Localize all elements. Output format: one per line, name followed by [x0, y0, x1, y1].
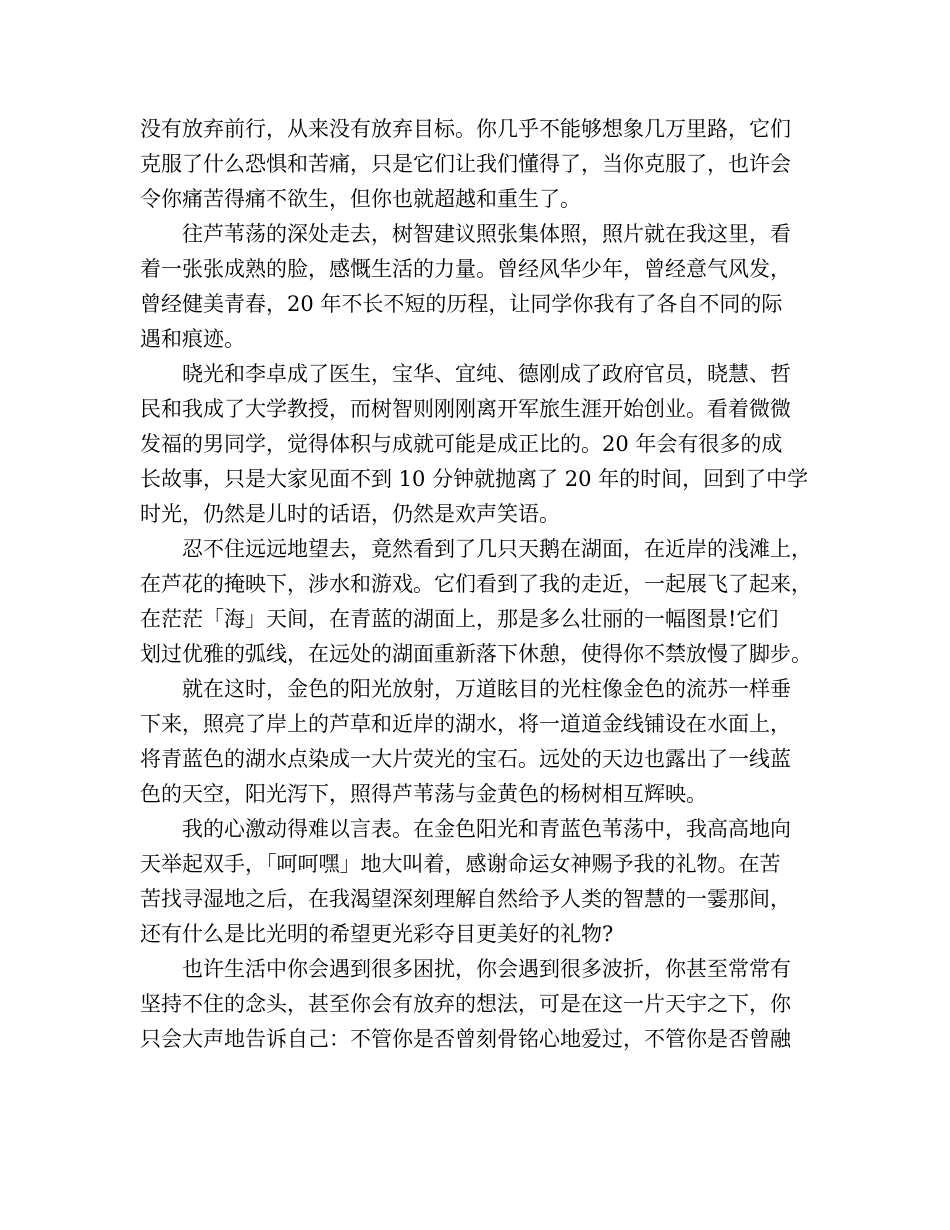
text-line: 令你痛苦得痛不欲生，但你也就超越和重生了。: [140, 187, 581, 211]
text-line: 民和我成了大学教授，而树智则刚刚离开军旅生涯开始创业。看着微微: [140, 397, 791, 421]
text-line: 着一张张成熟的脸，感慨生活的力量。曾经风华少年，曾经意气风发，: [140, 257, 791, 281]
text-line: 我的心激动得难以言表。在金色阳光和青蓝色苇荡中，我高高地向: [140, 817, 791, 841]
text-line: 下来，照亮了岸上的芦草和近岸的湖水，将一道道金线铺设在水面上，: [140, 712, 791, 736]
text-line: 苦找寻湿地之后，在我渴望深刻理解自然给予人类的智慧的一霎那间，: [140, 887, 791, 911]
text-line: 忍不住远远地望去，竟然看到了几只天鹅在湖面，在近岸的浅滩上，: [140, 537, 812, 561]
text-line: 长故事，只是大家见面不到 10 分钟就抛离了 20 年的时间，回到了中学: [140, 467, 809, 491]
text-line: 时光，仍然是儿时的话语，仍然是欢声笑语。: [140, 502, 560, 526]
text-line: 划过优雅的弧线，在远处的湖面重新落下休憩，使得你不禁放慢了脚步。: [140, 642, 812, 666]
text-line: 就在这时，金色的阳光放射，万道眩目的光柱像金色的流苏一样垂: [140, 677, 791, 701]
text-line: 在茫茫「海」天间，在青蓝的湖面上，那是多么壮丽的一幅图景!它们: [140, 607, 779, 631]
text-line: 天举起双手，「呵呵嘿」地大叫着，感谢命运女神赐予我的礼物。在苦: [140, 852, 781, 876]
text-line: 还有什么是比光明的希望更光彩夺目更美好的礼物?: [140, 922, 614, 946]
text-line: 将青蓝色的湖水点染成一大片荧光的宝石。远处的天边也露出了一线蓝: [140, 747, 791, 771]
text-line: 只会大声地告诉自己：不管你是否曾刻骨铭心地爱过，不管你是否曾融: [140, 1027, 791, 1051]
text-line: 也许生活中你会遇到很多困扰，你会遇到很多波折，你甚至常常有: [140, 957, 791, 981]
text-line: 晓光和李卓成了医生，宝华、宜纯、德刚成了政府官员，晓慧、哲: [140, 362, 791, 386]
text-line: 克服了什么恐惧和苦痛，只是它们让我们懂得了，当你克服了，也许会: [140, 152, 791, 176]
text-line: 在芦花的掩映下，涉水和游戏。它们看到了我的走近，一起展飞了起来，: [140, 572, 812, 596]
text-line: 发福的男同学，觉得体积与成就可能是成正比的。20 年会有很多的成: [140, 432, 783, 456]
text-line: 色的天空，阳光泻下，照得芦苇荡与金黄色的杨树相互辉映。: [140, 782, 707, 806]
text-line: 没有放弃前行，从来没有放弃目标。你几乎不能够想象几万里路，它们: [140, 117, 791, 141]
text-line: 坚持不住的念头，甚至你会有放弃的想法，可是在这一片天宇之下，你: [140, 992, 791, 1016]
body-text: [140, 112, 830, 1057]
text-line: 往芦苇荡的深处走去，树智建议照张集体照，照片就在我这里，看: [140, 222, 791, 246]
text-line: 曾经健美青春，20 年不长不短的历程，让同学你我有了各自不同的际: [140, 292, 783, 316]
text-line: 遇和痕迹。: [140, 327, 245, 351]
